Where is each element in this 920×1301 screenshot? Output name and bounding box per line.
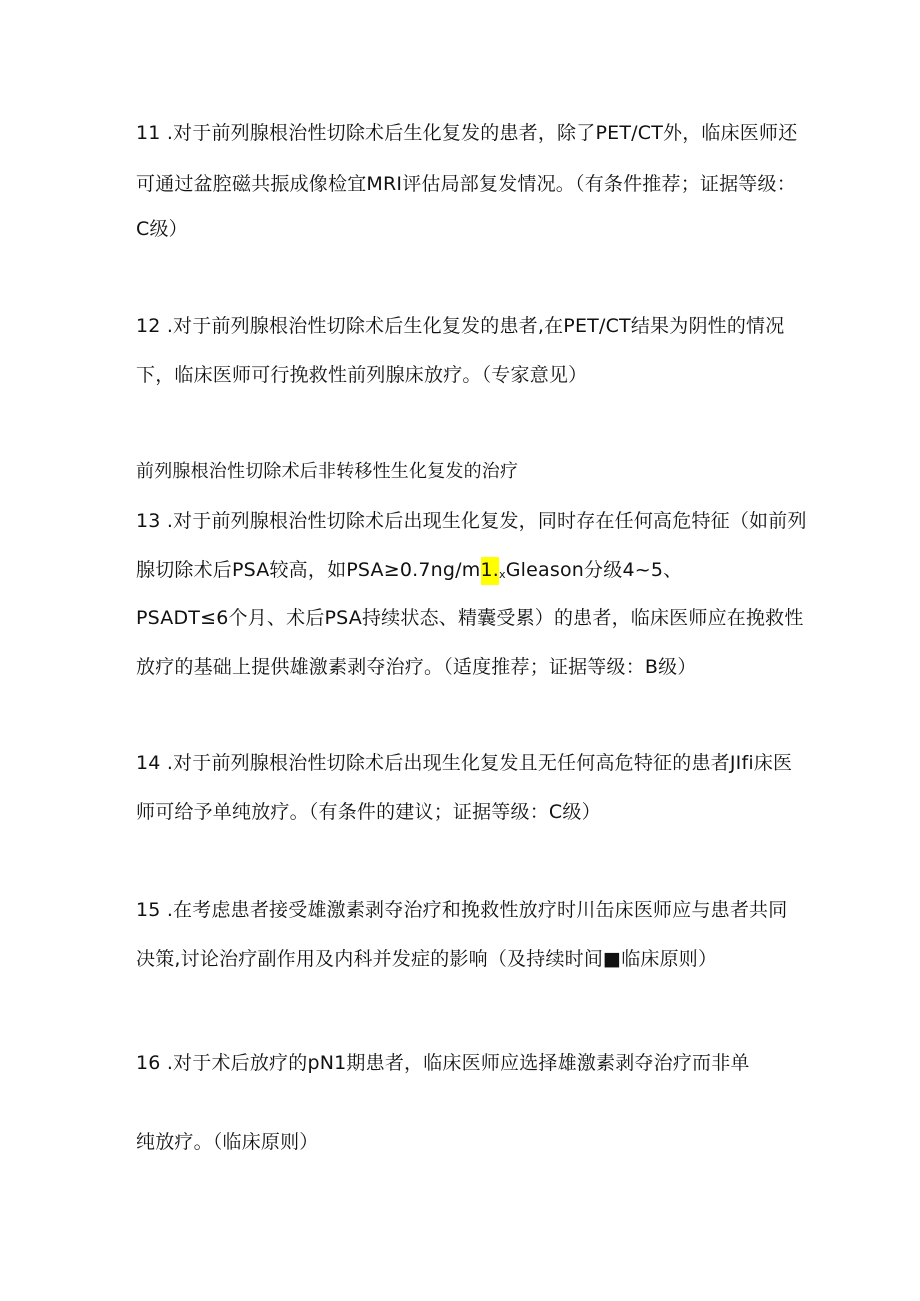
item-13-line-3: PSADT≤6个月、术后PSA持续状态、精囊受累）的患者，临床医师应在挽救性 (136, 607, 804, 629)
subscript-mark: x (499, 568, 506, 581)
item-13-line-2-after: Gleason分级4~5、 (505, 559, 683, 581)
item-14-line-2: 师可给予单纯放疗。（有条件的建议；证据等级：C级） (136, 801, 601, 823)
highlighted-text: 1. (481, 557, 500, 585)
item-13-line-1: 13 .对于前列腺根治性切除术后出现生化复发，同时存在任何高危特征（如前列 (136, 510, 807, 532)
item-13-line-2 (136, 558, 682, 587)
item-11-line-2: 可通过盆腔磁共振成像检宜MRI评估局部复发情况。（有条件推荐；证据等级： (136, 173, 796, 195)
item-12-line-2: 下，临床医师可行挽救性前列腺床放疗。（专家意见） (136, 364, 588, 386)
item-11-line-3: C级） (136, 218, 188, 240)
item-16-line-1: 16 .对于术后放疗的pN1期患者，临床医师应选择雄激素剥夺治疗而非单 (136, 1052, 750, 1074)
item-13-line-2-before: 腺切除术后PSA较高，如PSA≥0.7ng/m (136, 559, 481, 581)
section-heading: 前列腺根治性切除术后非转移性生化复发的治疗 (136, 461, 519, 482)
item-13-line-4: 放疗的基础上提供雄激素剥夺治疗。（适度推荐；证据等级：B级） (136, 656, 697, 678)
item-15-line-2: 决策,讨论治疗副作用及内科并发症的影响（及持续时间■临床原则） (136, 948, 718, 970)
item-16-line-2: 纯放疗。（临床原则） (136, 1131, 319, 1153)
item-11-line-1: 11 .对于前列腺根治性切除术后生化复发的患者，除了PET/CT外，临床医师还 (136, 122, 798, 144)
item-14-line-1: 14 .对于前列腺根治性切除术后出现生化复发且无任何高危特征的患者JIfi床医 (136, 752, 793, 774)
item-12-line-1: 12 .对于前列腺根治性切除术后生化复发的患者,在PET/CT结果为阴性的情况 (136, 315, 785, 337)
item-15-line-1: 15 .在考虑患者接受雄激素剥夺治疗和挽救性放疗时川缶床医师应与患者共同 (136, 899, 788, 921)
